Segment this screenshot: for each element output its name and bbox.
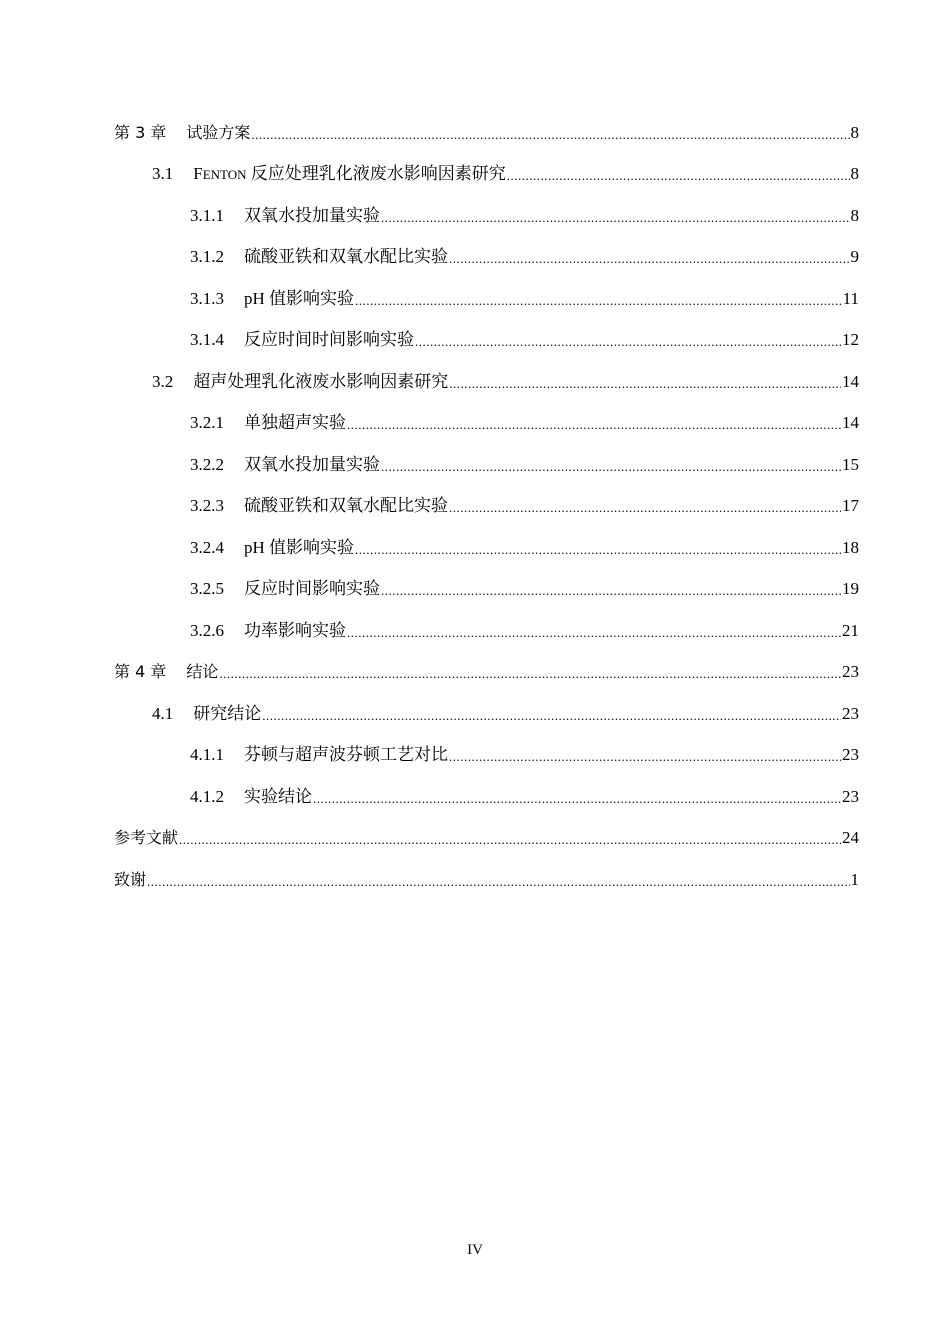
toc-entry-number: 4.1.2: [190, 786, 224, 806]
toc-entry-title: 硫酸亚铁和双氧水配比实验: [244, 247, 448, 267]
toc-entry-page: 8: [850, 205, 859, 225]
toc-dot-leader: [262, 706, 841, 726]
toc-dot-leader: [381, 457, 841, 477]
toc-entry-page: 21: [842, 620, 859, 640]
toc-dot-leader: [449, 747, 841, 767]
toc-title-rest: 反应处理乳化液废水影响因素研究: [246, 163, 506, 183]
toc-dot-leader: [449, 374, 841, 394]
toc-entry-title: 芬顿与超声波芬顿工艺对比: [244, 745, 448, 765]
toc-entry-page: 1: [850, 869, 859, 889]
toc-title-smallcaps: ENTON: [202, 166, 247, 182]
toc-entry-title: 硫酸亚铁和双氧水配比实验: [244, 496, 448, 516]
toc-entry-number: 3.2.6: [190, 620, 224, 640]
toc-entry-number: 3.2.4: [190, 537, 224, 557]
toc-entry-3-1-3[interactable]: [0, 278, 950, 320]
toc-entry-page: 17: [842, 496, 859, 516]
toc-dot-leader: [251, 125, 849, 145]
toc-entry-title: pH 值影响实验: [244, 537, 355, 557]
toc-entry-number: 第 4 章: [114, 662, 167, 682]
toc-dot-leader: [381, 208, 850, 228]
toc-entry-chapter-4[interactable]: [0, 652, 950, 694]
toc-dot-leader: [449, 498, 841, 518]
toc-entry-number: 3.1: [152, 164, 174, 184]
toc-entry-3-2-1[interactable]: [0, 403, 950, 445]
toc-entry-title: 致谢: [114, 869, 147, 889]
toc-dot-leader: [355, 291, 842, 311]
toc-dot-leader: [381, 581, 841, 601]
toc-entry-title: 研究结论: [193, 703, 262, 723]
toc-entry-page: 23: [842, 786, 859, 806]
toc-entry-page: 14: [842, 371, 859, 391]
toc-entry-number: 3.2.2: [190, 454, 224, 474]
toc-dot-leader: [147, 872, 849, 892]
toc-entry-3-2-2[interactable]: [0, 444, 950, 486]
toc-entry-page: 11: [842, 288, 859, 308]
toc-entry-page: 24: [842, 828, 859, 848]
toc-entry-number: 4.1.1: [190, 745, 224, 765]
toc-entry-title: 反应时间时间影响实验: [244, 330, 414, 350]
toc-entry-number: 3.2.5: [190, 579, 224, 599]
toc-entry-4-1-2[interactable]: [0, 776, 950, 818]
toc-entry-page: 8: [850, 122, 859, 142]
toc-entry-3-2-5[interactable]: [0, 569, 950, 611]
toc-entry-number: 3.2: [152, 371, 174, 391]
toc-entry-4-1-1[interactable]: [0, 735, 950, 777]
toc-entry-number: 第 3 章: [114, 122, 167, 142]
toc-dot-leader: [355, 540, 841, 560]
toc-entry-number: 3.1.4: [190, 330, 224, 350]
toc-dot-leader: [347, 623, 841, 643]
toc-entry-page: 12: [842, 330, 859, 350]
toc-entry-page: 23: [842, 745, 859, 765]
toc-dot-leader: [313, 789, 841, 809]
toc-entry-number: 4.1: [152, 703, 174, 723]
toc-entry-page: 14: [842, 413, 859, 433]
toc-entry-number: 3.1.1: [190, 205, 224, 225]
toc-entry-page: 8: [850, 164, 859, 184]
toc-entry-chapter-3[interactable]: [0, 112, 950, 154]
toc-entry-acknowledgements[interactable]: [0, 859, 950, 901]
toc-entry-title: 双氧水投加量实验: [244, 205, 380, 225]
toc-entry-3-2-6[interactable]: [0, 610, 950, 652]
toc-entry-page: 23: [842, 703, 859, 723]
toc-entry-title: 超声处理乳化液废水影响因素研究: [193, 371, 449, 391]
toc-entry-title: 参考文献: [114, 828, 179, 848]
table-of-contents: [0, 112, 950, 901]
toc-entry-number: 3.1.2: [190, 247, 224, 267]
toc-entry-page: 15: [842, 454, 859, 474]
toc-dot-leader: [415, 332, 841, 352]
toc-entry-title: 结论: [186, 662, 219, 682]
toc-entry-page: 18: [842, 537, 859, 557]
toc-entry-title: 反应时间影响实验: [244, 579, 380, 599]
toc-entry-3-2[interactable]: [0, 361, 950, 403]
toc-entry-3-1-1[interactable]: [0, 195, 950, 237]
toc-entry-3-1[interactable]: [0, 154, 950, 196]
toc-entry-3-2-3[interactable]: [0, 486, 950, 528]
toc-entry-3-2-4[interactable]: [0, 527, 950, 569]
toc-dot-leader: [449, 249, 850, 269]
toc-entry-number: 3.1.3: [190, 288, 224, 308]
toc-title-prefix: F: [193, 163, 203, 183]
page-number-footer: IV: [467, 1242, 483, 1258]
toc-entry-references[interactable]: [0, 818, 950, 860]
toc-entry-title: 试验方案: [186, 122, 251, 142]
toc-entry-page: 9: [850, 247, 859, 267]
toc-entry-title: 单独超声实验: [244, 413, 346, 433]
toc-dot-leader: [507, 166, 850, 186]
toc-entry-title: [193, 164, 506, 185]
toc-entry-number: 3.2.3: [190, 496, 224, 516]
toc-entry-4-1[interactable]: [0, 693, 950, 735]
toc-dot-leader: [179, 830, 841, 850]
toc-entry-page: 19: [842, 579, 859, 599]
toc-entry-title: pH 值影响实验: [244, 288, 355, 308]
toc-entry-3-1-2[interactable]: [0, 237, 950, 279]
toc-dot-leader: [219, 664, 841, 684]
toc-entry-title: 双氧水投加量实验: [244, 454, 380, 474]
toc-entry-title: 功率影响实验: [244, 620, 346, 640]
toc-entry-page: 23: [842, 662, 859, 682]
toc-entry-number: 3.2.1: [190, 413, 224, 433]
toc-entry-title: 实验结论: [244, 786, 312, 806]
toc-dot-leader: [347, 415, 841, 435]
toc-entry-3-1-4[interactable]: [0, 320, 950, 362]
